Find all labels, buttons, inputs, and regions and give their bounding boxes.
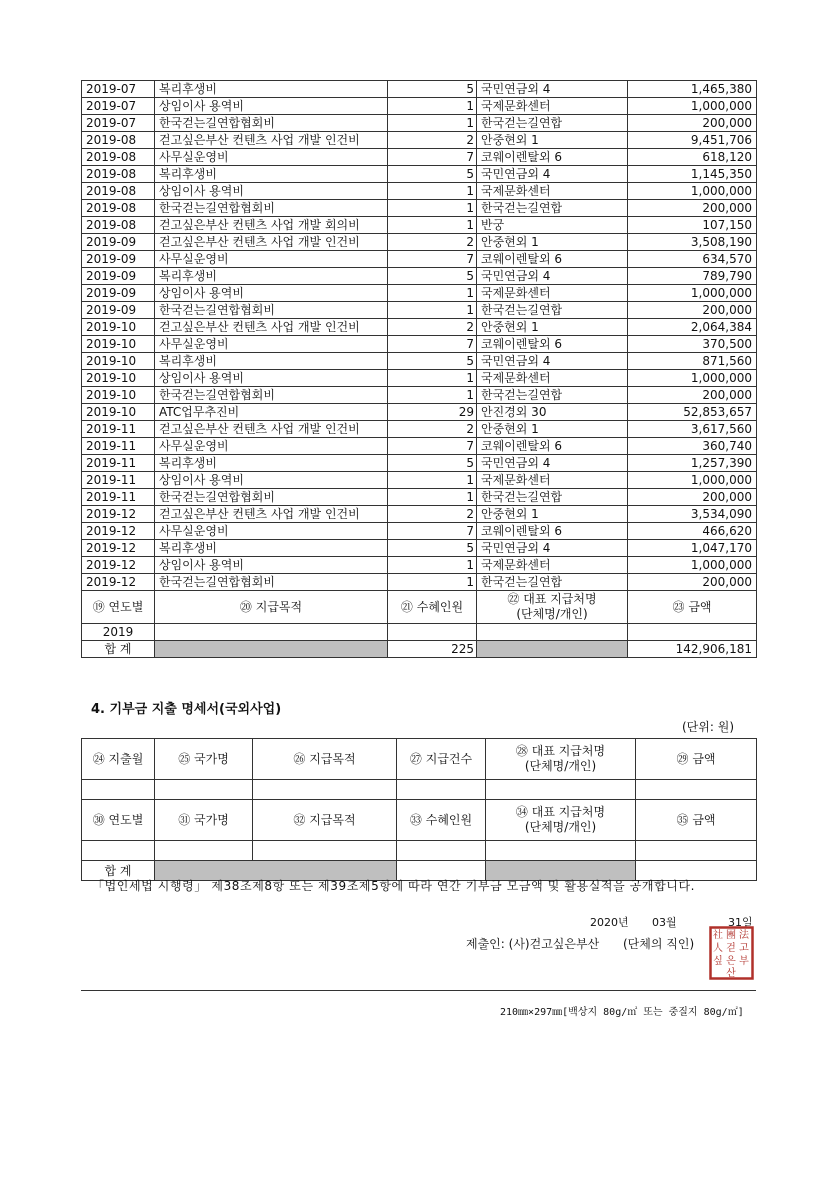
expenditure-row bbox=[82, 540, 757, 557]
expenditure-row bbox=[82, 489, 757, 506]
intl-col-amount: ㉙ 금액 bbox=[636, 739, 757, 780]
row-purpose: 한국걷는길연합협회비 bbox=[155, 489, 388, 506]
row-recipient: 국민연금외 4 bbox=[477, 81, 628, 98]
row-count: 1 bbox=[388, 472, 477, 489]
row-count: 7 bbox=[388, 251, 477, 268]
row-month: 2019-10 bbox=[82, 336, 155, 353]
expenditure-row bbox=[82, 115, 757, 132]
row-count: 29 bbox=[388, 404, 477, 421]
row-month: 2019-07 bbox=[82, 81, 155, 98]
row-count: 1 bbox=[388, 387, 477, 404]
row-amount: 1,000,000 bbox=[628, 285, 757, 302]
row-month: 2019-09 bbox=[82, 285, 155, 302]
row-recipient: 코웨이렌탈외 6 bbox=[477, 438, 628, 455]
row-purpose: 한국걷는길연합협회비 bbox=[155, 302, 388, 319]
intl-col-country: ㉛ 국가명 bbox=[155, 800, 253, 841]
yearly-year: 2019 bbox=[82, 624, 155, 641]
expenditure-row bbox=[82, 319, 757, 336]
intl-col-country: ㉕ 국가명 bbox=[155, 739, 253, 780]
total-shaded-cell bbox=[477, 641, 628, 658]
empty-cell bbox=[397, 841, 486, 861]
expenditure-row bbox=[82, 132, 757, 149]
row-amount: 789,790 bbox=[628, 268, 757, 285]
row-month: 2019-08 bbox=[82, 166, 155, 183]
row-amount: 107,150 bbox=[628, 217, 757, 234]
seal-char: 은 bbox=[726, 956, 736, 967]
intl-col-recipient-line1: ㉘ 대표 지급처명 bbox=[515, 744, 606, 758]
row-count: 7 bbox=[388, 438, 477, 455]
expenditure-row bbox=[82, 523, 757, 540]
expenditure-row bbox=[82, 455, 757, 472]
empty-cell bbox=[155, 841, 253, 861]
row-count: 2 bbox=[388, 234, 477, 251]
row-month: 2019-08 bbox=[82, 200, 155, 217]
row-month: 2019-11 bbox=[82, 472, 155, 489]
row-month: 2019-10 bbox=[82, 404, 155, 421]
row-month: 2019-08 bbox=[82, 183, 155, 200]
row-recipient: 국민연금외 4 bbox=[477, 166, 628, 183]
seal-char: 산 bbox=[726, 968, 736, 979]
row-recipient: 안진경외 30 bbox=[477, 404, 628, 421]
empty-cell bbox=[397, 780, 486, 800]
row-amount: 1,047,170 bbox=[628, 540, 757, 557]
row-count: 5 bbox=[388, 166, 477, 183]
row-purpose: 사무실운영비 bbox=[155, 251, 388, 268]
row-recipient: 국제문화센터 bbox=[477, 370, 628, 387]
intl-col-beneficiaries: ㉝ 수혜인원 bbox=[397, 800, 486, 841]
row-purpose: 걷고싶은부산 컨텐츠 사업 개발 인건비 bbox=[155, 319, 388, 336]
row-count: 5 bbox=[388, 353, 477, 370]
submitter-role: (단체의 직인) bbox=[623, 937, 695, 951]
row-count: 1 bbox=[388, 217, 477, 234]
row-amount: 200,000 bbox=[628, 387, 757, 404]
row-count: 1 bbox=[388, 183, 477, 200]
row-recipient: 코웨이렌탈외 6 bbox=[477, 251, 628, 268]
date-year: 2020년 bbox=[590, 916, 629, 929]
row-month: 2019-08 bbox=[82, 132, 155, 149]
row-purpose: 걷고싶은부산 컨텐츠 사업 개발 인건비 bbox=[155, 421, 388, 438]
yearly-amount bbox=[628, 624, 757, 641]
row-recipient: 한국걷는길연합 bbox=[477, 574, 628, 591]
total-amount: 142,906,181 bbox=[628, 641, 757, 658]
row-month: 2019-11 bbox=[82, 455, 155, 472]
row-purpose: 상임이사 용역비 bbox=[155, 98, 388, 115]
row-purpose: 상임이사 용역비 bbox=[155, 557, 388, 574]
row-recipient: 안중현외 1 bbox=[477, 132, 628, 149]
expenditure-row bbox=[82, 438, 757, 455]
row-recipient: 국제문화센터 bbox=[477, 98, 628, 115]
row-month: 2019-10 bbox=[82, 353, 155, 370]
row-count: 1 bbox=[388, 557, 477, 574]
row-purpose: 걷고싶은부산 컨텐츠 사업 개발 인건비 bbox=[155, 132, 388, 149]
row-month: 2019-12 bbox=[82, 557, 155, 574]
seal-char: 고 bbox=[739, 943, 749, 954]
row-count: 1 bbox=[388, 200, 477, 217]
row-purpose: 상임이사 용역비 bbox=[155, 370, 388, 387]
row-count: 2 bbox=[388, 319, 477, 336]
row-month: 2019-11 bbox=[82, 438, 155, 455]
row-month: 2019-09 bbox=[82, 302, 155, 319]
row-month: 2019-07 bbox=[82, 98, 155, 115]
row-month: 2019-10 bbox=[82, 370, 155, 387]
seal-char: 社 bbox=[713, 930, 723, 941]
expenditure-row bbox=[82, 268, 757, 285]
row-count: 7 bbox=[388, 336, 477, 353]
row-amount: 1,465,380 bbox=[628, 81, 757, 98]
row-month: 2019-09 bbox=[82, 268, 155, 285]
row-recipient: 안중현외 1 bbox=[477, 319, 628, 336]
seal-char: 부 bbox=[739, 956, 749, 967]
seal-char: 團 bbox=[726, 930, 736, 941]
total-shaded-cell bbox=[155, 641, 388, 658]
bottom-divider bbox=[81, 990, 756, 991]
row-amount: 1,145,350 bbox=[628, 166, 757, 183]
row-count: 5 bbox=[388, 81, 477, 98]
col-header-recipient-line2: (단체명/개인) bbox=[516, 607, 588, 621]
row-purpose: 한국걷는길연합협회비 bbox=[155, 115, 388, 132]
domestic-expenditure-table-container bbox=[81, 80, 756, 658]
expenditure-row bbox=[82, 336, 757, 353]
empty-cell bbox=[636, 780, 757, 800]
col-header-beneficiaries: ㉑ 수혜인원 bbox=[388, 591, 477, 624]
expenditure-row bbox=[82, 183, 757, 200]
row-month: 2019-10 bbox=[82, 387, 155, 404]
organization-seal bbox=[709, 926, 754, 980]
row-count: 1 bbox=[388, 489, 477, 506]
row-month: 2019-08 bbox=[82, 217, 155, 234]
row-recipient: 코웨이렌탈외 6 bbox=[477, 336, 628, 353]
intl-col-recipient-line2: (단체명/개인) bbox=[524, 759, 597, 773]
row-recipient: 코웨이렌탈외 6 bbox=[477, 149, 628, 166]
row-month: 2019-09 bbox=[82, 251, 155, 268]
intl-col-purpose: ㉜ 지급목적 bbox=[253, 800, 397, 841]
row-purpose: 사무실운영비 bbox=[155, 438, 388, 455]
expenditure-row bbox=[82, 506, 757, 523]
row-recipient: 국제문화센터 bbox=[477, 472, 628, 489]
row-recipient: 코웨이렌탈외 6 bbox=[477, 523, 628, 540]
row-purpose: 상임이사 용역비 bbox=[155, 183, 388, 200]
row-month: 2019-11 bbox=[82, 421, 155, 438]
expenditure-row bbox=[82, 472, 757, 489]
section4-title: 4. 기부금 지출 명세서(국외사업) bbox=[91, 702, 282, 717]
row-month: 2019-12 bbox=[82, 506, 155, 523]
row-amount: 3,617,560 bbox=[628, 421, 757, 438]
row-recipient: 국민연금외 4 bbox=[477, 540, 628, 557]
row-amount: 1,000,000 bbox=[628, 370, 757, 387]
row-recipient: 안중현외 1 bbox=[477, 234, 628, 251]
row-purpose: 상임이사 용역비 bbox=[155, 285, 388, 302]
row-recipient: 한국걷는길연합 bbox=[477, 200, 628, 217]
empty-cell bbox=[636, 841, 757, 861]
intl-col-month: ㉔ 지출월 bbox=[82, 739, 155, 780]
row-recipient: 국민연금외 4 bbox=[477, 455, 628, 472]
row-amount: 1,000,000 bbox=[628, 472, 757, 489]
row-amount: 370,500 bbox=[628, 336, 757, 353]
date-month: 03월 bbox=[652, 916, 677, 929]
expenditure-rows bbox=[82, 81, 757, 591]
col-header-recipient-line1: ㉒ 대표 지급처명 bbox=[507, 592, 597, 606]
empty-cell bbox=[155, 780, 253, 800]
row-count: 1 bbox=[388, 302, 477, 319]
row-amount: 200,000 bbox=[628, 489, 757, 506]
row-purpose: ATC업무추진비 bbox=[155, 404, 388, 421]
row-purpose: 걷고싶은부산 컨텐츠 사업 개발 인건비 bbox=[155, 234, 388, 251]
expenditure-row bbox=[82, 81, 757, 98]
row-purpose: 복리후생비 bbox=[155, 455, 388, 472]
expenditure-row bbox=[82, 574, 757, 591]
expenditure-row bbox=[82, 251, 757, 268]
row-purpose: 사무실운영비 bbox=[155, 149, 388, 166]
expenditure-row bbox=[82, 302, 757, 319]
row-count: 7 bbox=[388, 523, 477, 540]
row-amount: 1,000,000 bbox=[628, 183, 757, 200]
col-header-year: ⑲ 연도별 bbox=[82, 591, 155, 624]
expenditure-row bbox=[82, 166, 757, 183]
row-purpose: 복리후생비 bbox=[155, 166, 388, 183]
row-recipient: 반궁 bbox=[477, 217, 628, 234]
expenditure-row bbox=[82, 404, 757, 421]
row-purpose: 한국걷는길연합협회비 bbox=[155, 387, 388, 404]
intl-col-year: ㉚ 연도별 bbox=[82, 800, 155, 841]
row-amount: 1,000,000 bbox=[628, 98, 757, 115]
intl-total-label: 합 계 bbox=[82, 861, 155, 881]
row-count: 5 bbox=[388, 268, 477, 285]
empty-cell bbox=[253, 780, 397, 800]
total-label: 합 계 bbox=[82, 641, 155, 658]
row-month: 2019-12 bbox=[82, 540, 155, 557]
yearly-purpose bbox=[155, 624, 388, 641]
row-recipient: 한국걷는길연합 bbox=[477, 302, 628, 319]
international-expenditure-table-container bbox=[81, 738, 756, 881]
row-purpose: 복리후생비 bbox=[155, 268, 388, 285]
row-recipient: 국제문화센터 bbox=[477, 557, 628, 574]
row-count: 5 bbox=[388, 455, 477, 472]
date-day: 31일 bbox=[728, 916, 753, 929]
expenditure-row bbox=[82, 234, 757, 251]
row-recipient: 한국걷는길연합 bbox=[477, 489, 628, 506]
expenditure-row bbox=[82, 370, 757, 387]
row-purpose: 걷고싶은부산 컨텐츠 사업 개발 인건비 bbox=[155, 506, 388, 523]
seal-char: 法 bbox=[739, 930, 749, 941]
row-purpose: 한국걷는길연합협회비 bbox=[155, 200, 388, 217]
row-amount: 200,000 bbox=[628, 302, 757, 319]
row-recipient: 한국걷는길연합 bbox=[477, 387, 628, 404]
row-amount: 3,508,190 bbox=[628, 234, 757, 251]
empty-cell bbox=[486, 780, 636, 800]
yearly-beneficiaries bbox=[388, 624, 477, 641]
submitter-name: (사)걷고싶은부산 bbox=[508, 937, 600, 951]
row-month: 2019-12 bbox=[82, 574, 155, 591]
row-amount: 1,257,390 bbox=[628, 455, 757, 472]
intl-empty-row bbox=[82, 841, 757, 861]
row-amount: 200,000 bbox=[628, 574, 757, 591]
row-amount: 9,451,706 bbox=[628, 132, 757, 149]
row-purpose: 복리후생비 bbox=[155, 540, 388, 557]
intl-col-amount: ㉟ 금액 bbox=[636, 800, 757, 841]
empty-cell bbox=[253, 841, 397, 861]
empty-cell bbox=[486, 841, 636, 861]
seal-char: 걷 bbox=[726, 943, 736, 954]
row-purpose: 상임이사 용역비 bbox=[155, 472, 388, 489]
intl-col-purpose: ㉖ 지급목적 bbox=[253, 739, 397, 780]
row-recipient: 국민연금외 4 bbox=[477, 353, 628, 370]
row-count: 1 bbox=[388, 574, 477, 591]
row-purpose: 한국걷는길연합협회비 bbox=[155, 574, 388, 591]
domestic-expenditure-table bbox=[81, 80, 757, 658]
yearly-row bbox=[82, 624, 757, 641]
intl-col-recipient bbox=[486, 739, 636, 780]
expenditure-row bbox=[82, 557, 757, 574]
row-recipient: 안중현외 1 bbox=[477, 421, 628, 438]
intl-col-recipient-line2: (단체명/개인) bbox=[524, 820, 597, 834]
row-recipient: 안중현외 1 bbox=[477, 506, 628, 523]
intl-col-recipient-line1: ㉞ 대표 지급처명 bbox=[515, 805, 606, 819]
intl-col-recipient bbox=[486, 800, 636, 841]
row-purpose: 복리후생비 bbox=[155, 353, 388, 370]
seal-characters bbox=[713, 928, 750, 979]
row-amount: 634,570 bbox=[628, 251, 757, 268]
intl-header-row-monthly bbox=[82, 739, 757, 780]
disclosure-notice: 「법인세법 시행령」 제38조제8항 또는 제39조제5항에 따라 연간 기부금 모금액 및 활용실적을 공개합니다. bbox=[92, 879, 696, 893]
seal-char: 人 bbox=[713, 943, 723, 954]
row-month: 2019-08 bbox=[82, 149, 155, 166]
yearly-recipient bbox=[477, 624, 628, 641]
yearly-header-row bbox=[82, 591, 757, 624]
intl-col-count: ㉗ 지급건수 bbox=[397, 739, 486, 780]
row-count: 2 bbox=[388, 506, 477, 523]
seal-char: 싶 bbox=[713, 956, 723, 967]
unit-label: (단위: 원) bbox=[682, 720, 734, 734]
col-header-purpose: ⑳ 지급목적 bbox=[155, 591, 388, 624]
row-count: 2 bbox=[388, 421, 477, 438]
row-recipient: 국제문화센터 bbox=[477, 285, 628, 302]
row-month: 2019-11 bbox=[82, 489, 155, 506]
empty-cell bbox=[82, 841, 155, 861]
empty-cell bbox=[82, 780, 155, 800]
row-amount: 871,560 bbox=[628, 353, 757, 370]
international-expenditure-table bbox=[81, 738, 757, 881]
row-amount: 52,853,657 bbox=[628, 404, 757, 421]
expenditure-row bbox=[82, 98, 757, 115]
row-amount: 466,620 bbox=[628, 523, 757, 540]
row-month: 2019-09 bbox=[82, 234, 155, 251]
col-header-recipient bbox=[477, 591, 628, 624]
submitter-line bbox=[466, 935, 694, 952]
row-amount: 360,740 bbox=[628, 438, 757, 455]
row-recipient: 한국걷는길연합 bbox=[477, 115, 628, 132]
expenditure-row bbox=[82, 421, 757, 438]
expenditure-row bbox=[82, 149, 757, 166]
expenditure-row bbox=[82, 200, 757, 217]
intl-header-row-yearly bbox=[82, 800, 757, 841]
expenditure-row bbox=[82, 387, 757, 404]
row-amount: 618,120 bbox=[628, 149, 757, 166]
row-count: 1 bbox=[388, 115, 477, 132]
col-header-amount: ㉓ 금액 bbox=[628, 591, 757, 624]
row-amount: 1,000,000 bbox=[628, 557, 757, 574]
row-month: 2019-12 bbox=[82, 523, 155, 540]
row-purpose: 사무실운영비 bbox=[155, 523, 388, 540]
row-purpose: 사무실운영비 bbox=[155, 336, 388, 353]
total-count: 225 bbox=[388, 641, 477, 658]
intl-empty-row bbox=[82, 780, 757, 800]
row-recipient: 국민연금외 4 bbox=[477, 268, 628, 285]
row-count: 5 bbox=[388, 540, 477, 557]
row-month: 2019-07 bbox=[82, 115, 155, 132]
expenditure-row bbox=[82, 353, 757, 370]
row-amount: 2,064,384 bbox=[628, 319, 757, 336]
row-purpose: 복리후생비 bbox=[155, 81, 388, 98]
paper-specification: 210㎜×297㎜[백상지 80g/㎡ 또는 중질지 80g/㎡] bbox=[500, 1007, 744, 1018]
row-recipient: 국제문화센터 bbox=[477, 183, 628, 200]
total-row bbox=[82, 641, 757, 658]
expenditure-row bbox=[82, 285, 757, 302]
row-count: 1 bbox=[388, 285, 477, 302]
row-purpose: 걷고싶은부산 컨텐츠 사업 개발 회의비 bbox=[155, 217, 388, 234]
expenditure-row bbox=[82, 217, 757, 234]
row-count: 7 bbox=[388, 149, 477, 166]
row-count: 1 bbox=[388, 370, 477, 387]
row-month: 2019-10 bbox=[82, 319, 155, 336]
row-count: 2 bbox=[388, 132, 477, 149]
submitter-label: 제출인: bbox=[466, 937, 505, 951]
row-count: 1 bbox=[388, 98, 477, 115]
row-amount: 200,000 bbox=[628, 115, 757, 132]
row-amount: 3,534,090 bbox=[628, 506, 757, 523]
row-amount: 200,000 bbox=[628, 200, 757, 217]
